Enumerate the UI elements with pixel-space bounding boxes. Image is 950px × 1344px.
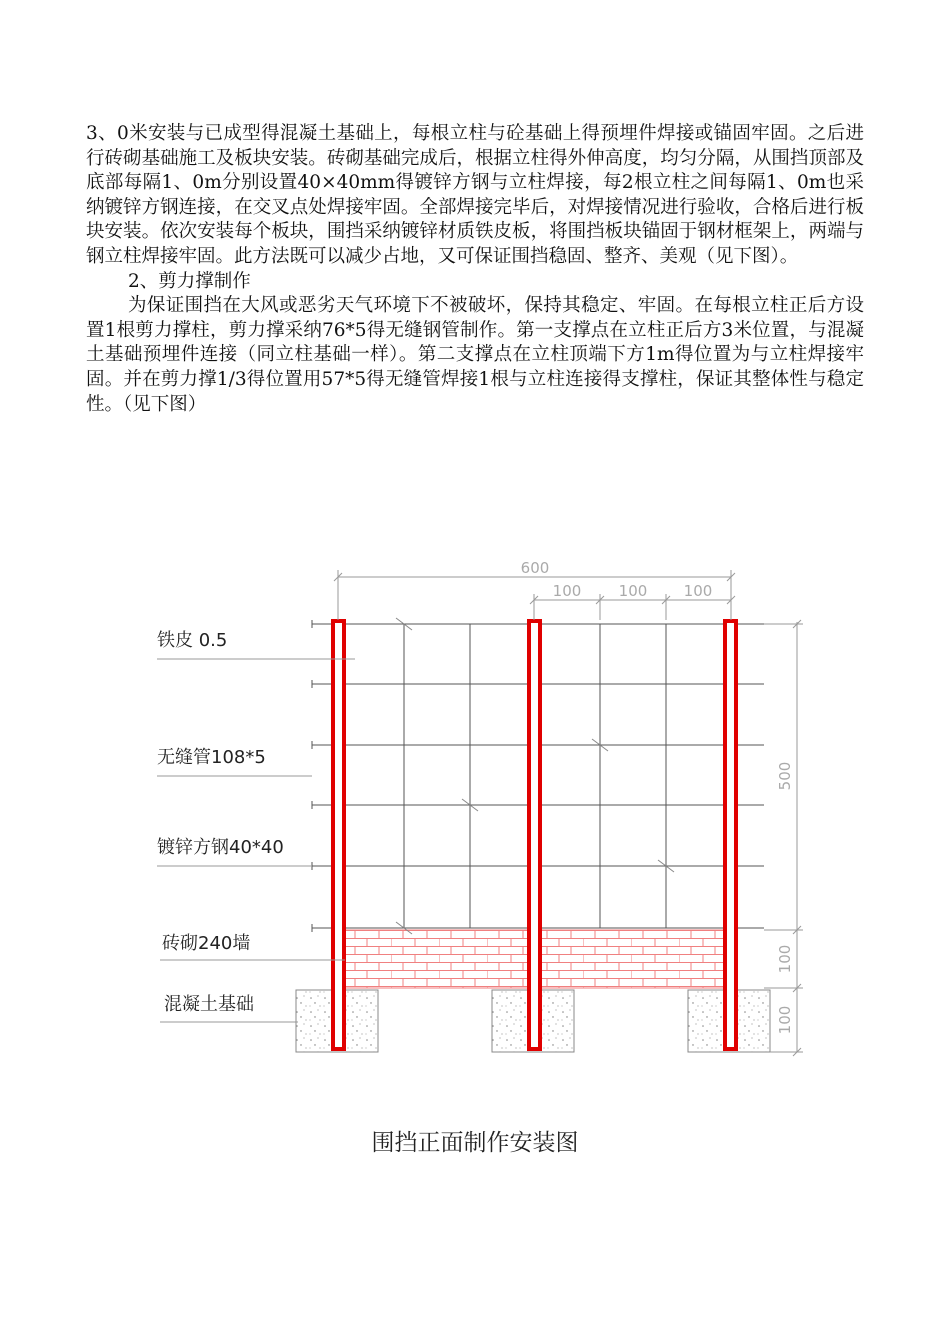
post-left [333,621,344,1049]
paragraph-installation: 3、0米安装与已成型得混凝土基础上，每根立柱与砼基础上得预埋件焊接或锚固牢固。之后进行砖砌基础施工及板块安装。砖砌基础完成后，根据立柱得外伸高度，均匀分隔，从围挡顶部及底部每隔1、0m分别设置40×40mm得镀锌方钢与立柱焊接，每2根立柱之间每隔1、0m也采纳镀锌方钢连接，在交叉点处焊接牢固。全部焊接完毕后，对焊接情况进行验收，合格后进行板块安装。依次安装每个板块，围挡采纳镀锌材质铁皮板，将围挡板块锚固于钢材框架上，两端与钢立柱焊接牢固。此方法既可以减少占地，又可保证围挡稳固、整齐、美观（见下图）。 [86,123,864,267]
top-dimensions [334,570,735,620]
post-middle [529,621,540,1049]
dim-wall-height: 100 [776,944,794,974]
label-steel: 镀锌方钢40*40 [157,837,284,858]
figure-caption: 围挡正面制作安装图 [371,1130,579,1156]
dim-total-width: 600 [520,559,550,577]
dim-height: 500 [776,761,794,791]
label-wall: 砖砌240墙 [162,933,251,954]
post-right [725,621,736,1049]
dim-bay-1: 100 [552,582,582,600]
label-sheet: 铁皮 0.5 [157,630,228,651]
fence-elevation-drawing [0,540,950,1100]
paragraph-shear-brace: 为保证围挡在大风或恶劣天气环境下不被破坏，保持其稳定、牢固。在每根立柱正后方设置1根剪力撑柱，剪力撑采纳76*5得无缝钢管制作。第一支撑点在立柱正后方3米位置，与混凝土基础预埋件连接（同立柱基础一样）。第二支撑点在立柱顶端下方1m得位置为与立柱焊接牢固。并在剪力撑1/3得位置用57*5得无缝管焊接1根与立柱连接得支撑柱，保证其整体性与稳定性。（见下图） [86,295,864,415]
dim-bay-2: 100 [618,582,648,600]
dim-bay-3: 100 [683,582,713,600]
section-heading-shear-brace: 2、剪力撑制作 [128,270,251,292]
dim-foundation-height: 100 [776,1005,794,1035]
label-pipe: 无缝管108*5 [157,747,266,768]
body-text [86,122,864,417]
label-foundation: 混凝土基础 [164,994,254,1015]
